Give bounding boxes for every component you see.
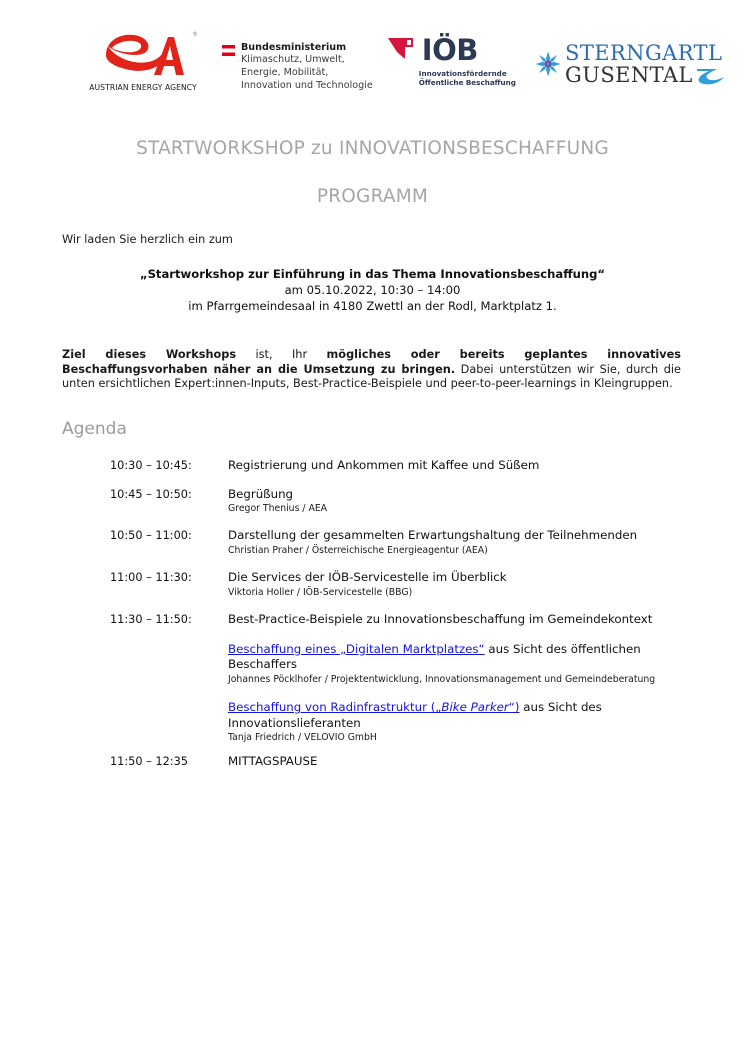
logo-ioeb [387, 33, 517, 95]
logo-austrian-energy-agency [84, 27, 202, 101]
snowflake-flower-icon [535, 41, 561, 87]
bmk-line-2: Klimaschutz, Umwelt, [241, 54, 345, 66]
aea-monogram-icon [98, 29, 184, 79]
event-details-block [62, 266, 683, 314]
logo-bundesministerium [222, 36, 373, 92]
agenda-time: 11:30 – 11:50: [110, 613, 192, 627]
agenda-list [110, 458, 685, 782]
bmk-line-1: Bundesministerium [241, 41, 347, 53]
agenda-row [110, 612, 685, 745]
goal-plain-2: Dabei unterstützen wir Sie, durch die unten ersichtlichen Expert:innen-Inputs, Best-Practice-Beispiele und peer-to-peer-learnings in Kleingruppen. [62, 362, 681, 391]
agenda-content [228, 487, 685, 516]
agenda-sub-item-speaker: Tanja Friedrich / VELOVIO GmbH [228, 732, 377, 744]
event-datetime: am 05.10.2022, 10:30 – 14:00 [284, 283, 461, 297]
logo-bar [62, 26, 723, 102]
logo-sterngartl-gusental [535, 35, 725, 93]
agenda-item-title: Darstellung der gesammelten Erwartungshaltung der Teilnehmenden [228, 528, 638, 543]
ioeb-arrow-icon [387, 35, 417, 65]
agenda-item-speaker: Viktoria Holler / IÖB-Servicestelle (BBG) [228, 586, 413, 598]
bmk-text-block [241, 42, 373, 92]
agenda-time: 10:50 – 11:00: [110, 529, 192, 543]
gusental-text: GUSENTAL [565, 62, 693, 87]
invitation-line: Wir laden Sie herzlich ein zum [62, 233, 233, 246]
digital-marketplace-rest: aus Sicht des öffentlichen Beschaffers [228, 641, 641, 672]
agenda-item-title: Die Services der IÖB-Servicestelle im Überblick [228, 570, 507, 585]
agenda-content [228, 754, 685, 770]
agenda-row [110, 487, 685, 516]
agenda-content [228, 458, 685, 474]
ioeb-subtitle-line-1: Innovationsfördernde [418, 69, 507, 78]
sterngartl-text: STERNGARTL [565, 40, 723, 65]
agenda-heading: Agenda [62, 419, 127, 439]
agenda-content [228, 612, 685, 745]
sterngartl-gusental-wordmark [565, 40, 725, 87]
agenda-sub-item-speaker: Johannes Pöcklhofer / Projektentwicklung, Innovationsmanagement und Gemeindeberatung [228, 673, 656, 685]
agenda-item-speaker: Gregor Thenius / AEA [228, 503, 328, 514]
agenda-item-title: Begrüßung [228, 486, 294, 501]
agenda-sub-item [228, 700, 685, 745]
ioeb-top-row [387, 35, 478, 65]
agenda-time: 10:45 – 10:50: [110, 487, 192, 501]
event-title: „Startworkshop zur Einführung in das Thema Innovationsbeschaffung“ [139, 267, 606, 281]
agenda-content [228, 570, 685, 599]
registered-mark: ® [192, 31, 198, 38]
agenda-sub-item-title [228, 642, 685, 673]
austria-flag-icon [222, 45, 235, 56]
goal-plain-1: ist, Ihr [236, 348, 327, 362]
bike-parker-link-prefix: Beschaffung von Radinfrastruktur („ [228, 700, 442, 715]
river-swoosh-icon [695, 66, 725, 86]
page-title: STARTWORKSHOP zu INNOVATIONSBESCHAFFUNG [136, 138, 609, 159]
aea-wordmark: AUSTRIAN ENERGY AGENCY [89, 83, 197, 92]
bike-parker-link-suffix: “) [508, 700, 520, 715]
agenda-time: 11:50 – 12:35 [110, 754, 188, 768]
agenda-sub-item [228, 642, 685, 687]
page-subtitle: PROGRAMM [316, 186, 429, 207]
agenda-row [110, 458, 685, 474]
agenda-sub-item-title [228, 700, 685, 731]
agenda-content [228, 528, 685, 557]
agenda-row [110, 754, 685, 770]
agenda-row [110, 570, 685, 599]
agenda-item-speaker: Christian Praher / Österreichische Energieagentur (AEA) [228, 544, 488, 556]
digital-marketplace-link[interactable]: Beschaffung eines „Digitalen Marktplatzes“ [228, 641, 485, 656]
bmk-line-4: Innovation und Technologie [241, 79, 373, 91]
agenda-time: 11:00 – 11:30: [110, 571, 192, 585]
event-location: im Pfarrgemeindesaal in 4180 Zwettl an der Rodl, Marktplatz 1. [188, 299, 557, 313]
agenda-item-title: Registrierung und Ankommen mit Kaffee und Süßem [228, 458, 540, 472]
agenda-row [110, 528, 685, 557]
goal-bold-1: Ziel dieses Workshops [62, 348, 237, 362]
bike-parker-link[interactable] [228, 700, 519, 714]
ioeb-subtitle-line-2: Öffentliche Beschaffung [418, 78, 516, 88]
agenda-item-title: MITTAGSPAUSE [228, 753, 318, 768]
agenda-item-title: Best-Practice-Beispiele zu Innovationsbeschaffung im Gemeindekontext [228, 612, 653, 627]
bmk-line-3: Energie, Mobilität, [241, 67, 329, 78]
goal-paragraph [62, 348, 681, 392]
bike-parker-link-italic: Bike Parker [441, 700, 509, 715]
ioeb-subtitle [419, 69, 516, 87]
gusental-row [565, 62, 725, 87]
bike-parker-rest: aus Sicht des Innovationslieferanten [228, 700, 602, 730]
agenda-time: 10:30 – 10:45: [110, 459, 192, 472]
ioeb-wordmark: IÖB [421, 33, 478, 67]
goal-bold-2: mögliches oder bereits geplantes innovatives Beschaffungsvorhaben näher an die Umsetzung zu bringen. [62, 348, 681, 376]
